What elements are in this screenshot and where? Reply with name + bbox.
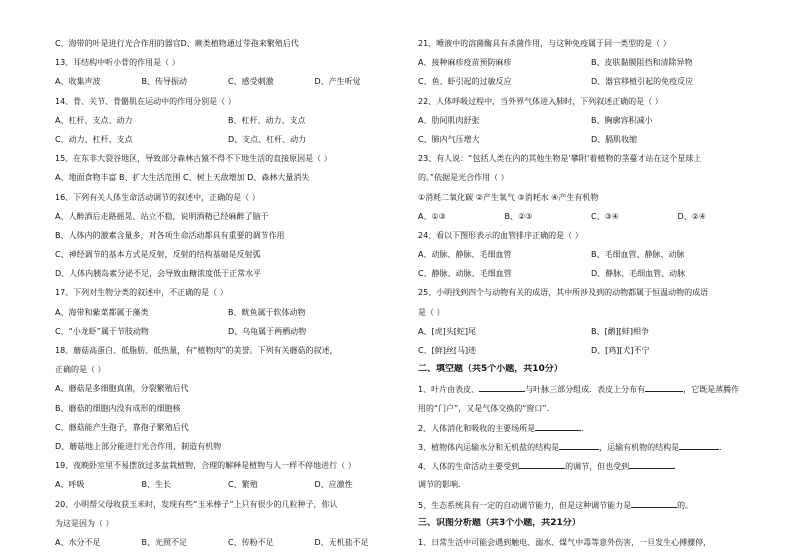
question-line: 调节的影响．	[418, 480, 466, 490]
answer-option: B、杠杆、动力、支点	[228, 115, 306, 125]
answer-blank[interactable]	[645, 383, 683, 392]
fill-blank-line	[418, 383, 764, 402]
question-line: 16、下列有关人体生命活动调节的叙述中，正确的是（ ）	[55, 192, 260, 202]
answer-option: A、水分不足	[55, 537, 101, 547]
option-row	[418, 57, 764, 76]
answer-option: A、动脉、静脉、毛细血管	[418, 250, 512, 260]
option-row	[418, 115, 764, 134]
option-row	[418, 268, 764, 287]
fill-blank-line	[418, 441, 764, 460]
question-line: 17、下列对生物分类的叙述中，不正确的是（ ）	[55, 288, 228, 298]
question-line: 19、夜晚卧室里不易摆放过多盆栽植物，合理的解释是植物与人一样不停地进行（ ）	[55, 461, 356, 471]
question-line: C、神经调节的基本方式是反射，反射的结构基础是反射弧	[55, 250, 261, 260]
answer-option: D、乌龟属于两栖动物	[228, 326, 307, 336]
answer-option: B、生长	[141, 480, 171, 490]
answer-option: A、接种麻疹疫苗预防麻疹	[418, 58, 512, 68]
answer-option: A、肋间肌肉舒张	[418, 115, 480, 125]
answer-option: B、[鹬][蚌]相争	[591, 326, 649, 336]
question-line: C、蘑菇能产生孢子，靠孢子繁殖后代	[55, 422, 189, 432]
answer-option	[315, 134, 402, 153]
question-line: 23、有人说：“包括人类在内的其他生物是‘攀附’着植物的茎蔓才站在这个星球上	[418, 154, 702, 164]
option-row	[55, 479, 401, 498]
option-row	[55, 76, 401, 95]
section-heading: 二、填空题（共5个小题，共10分）	[418, 364, 563, 375]
right-column	[418, 38, 764, 556]
question-line: 14、骨、关节、骨骼肌在运动中的作用分别是（ ）	[55, 96, 236, 106]
answer-option: C、传粉不足	[228, 537, 274, 547]
question-line: 的。”依据是光合作用（ ）	[418, 173, 509, 183]
fill-text: ，运输有机物的结构是	[599, 442, 680, 452]
answer-option: D、支点、杠杆、动力	[228, 134, 307, 144]
fill-text: 2、人体消化和吸收的主要场所是	[418, 423, 536, 433]
question-line: 21、唾液中的溶菌酶具有杀菌作用，与这种免疫属于同一类型的是（ ）	[418, 39, 671, 48]
question-line: D、人体内胰岛素分泌不足，会导致血糖浓度低于正常水平	[55, 269, 262, 279]
answer-option: C、③④	[591, 211, 619, 221]
answer-blank[interactable]	[559, 441, 599, 450]
answer-option: A、呼吸	[55, 480, 85, 490]
answer-option: A、收集声波	[55, 77, 101, 87]
answer-option: A、①③	[418, 211, 446, 221]
fill-text: 的。	[677, 500, 694, 510]
answer-option: C、动力、杠杆、支点	[55, 134, 133, 144]
question-line: B、蘑菇的细胞内没有成形的细胞核	[55, 403, 181, 413]
fill-text: ，它既是蒸腾作	[683, 385, 740, 395]
question-line: 正确的是（ ）	[55, 365, 106, 375]
answer-option: D、器官移植引起的免疫反应	[591, 77, 694, 87]
option-row	[55, 326, 401, 345]
option-row	[418, 211, 764, 230]
fill-text: .	[581, 423, 584, 433]
answer-option: D、应激性	[314, 480, 353, 490]
option-row	[55, 115, 401, 134]
fill-blank-line	[418, 499, 764, 518]
answer-blank[interactable]	[535, 422, 581, 431]
answer-option: C、感受刺激	[228, 77, 274, 87]
answer-option: D、无机盐不足	[314, 537, 369, 547]
fill-text: 4、人体的生命活动主要受到	[418, 462, 520, 472]
answer-option: B、鱿鱼属于软体动物	[228, 307, 306, 317]
question-line: 1、日常生活中可能会遇到触电、溺水、煤气中毒等意外伤害，一旦发生心搏骤停，	[418, 537, 712, 547]
answer-option: A、杠杆、支点、动力	[55, 115, 133, 125]
question-line: 13、耳结构中听小骨的作用是（ ）	[55, 58, 180, 68]
answer-option: C、繁殖	[228, 480, 258, 490]
answer-option: C、[鲜]丝[马]迹	[418, 346, 477, 355]
answer-blank[interactable]	[679, 441, 719, 450]
answer-option: B、皮肤黏膜阻挡和清除异物	[591, 58, 693, 68]
answer-option: D、膈肌收缩	[591, 134, 638, 144]
question-line: 24、看以下图形表示的血管排序正确的是（ ）	[418, 230, 583, 240]
fill-text: 与叶脉三部分组成．表皮上分布有	[525, 385, 646, 395]
option-row	[418, 134, 764, 153]
answer-option: B、胸廓容积减小	[591, 115, 653, 125]
answer-blank[interactable]	[631, 499, 677, 508]
question-line: ①消耗二氧化碳 ②产生氧气 ③消耗水 ④产生有机物	[418, 192, 599, 202]
question-line: 15、在东非大裂谷地区，导致部分森林古猿不得不下地生活的直接原因是（ ）	[55, 154, 332, 164]
answer-option: C、鱼、虾引起的过敏反应	[418, 77, 512, 87]
left-column	[55, 38, 401, 556]
question-line: C、海带的叶是进行光合作用的器官D、蕨类植物通过芽孢来繁殖后代	[55, 39, 299, 48]
answer-option	[315, 115, 402, 134]
question-line: D、蘑菇地上部分能进行光合作用，制造有机物	[55, 441, 222, 451]
answer-option: A、海带和紫菜都属于藻类	[55, 307, 149, 317]
question-line: 22、人体呼吸过程中，当外界气体进入肺时，下列叙述正确的是（ ）	[418, 96, 663, 106]
answer-option: B、光照不足	[141, 537, 187, 547]
question-line: 25、小明找到四个与动物有关的成语，其中所涉及到的动物都属于恒温动物的成语	[418, 288, 709, 298]
answer-option: D、[鸡][犬]不宁	[591, 346, 650, 355]
answer-blank[interactable]	[629, 460, 675, 469]
option-row	[418, 249, 764, 268]
answer-option: A、[虎]头[蛇]尾	[418, 326, 476, 336]
question-line: 是（ ）	[418, 307, 445, 317]
question-line: 用的“门户”，又是气体交换的“窗口”．	[418, 403, 555, 413]
answer-option: B、②③	[504, 211, 533, 221]
option-row	[418, 76, 764, 95]
question-line: A、地面食物丰富 B、扩大生活范围 C、树上天敌增加 D、森林大量消失	[55, 173, 310, 183]
answer-option	[142, 134, 229, 153]
question-line: 18、蘑菇高蛋白、低脂肪、低热量，有“植物肉”的美誉。下列有关蘑菇的叙述，	[55, 346, 338, 355]
question-line: A、蘑菇是多细胞真菌，分裂繁殖后代	[55, 384, 189, 394]
answer-option: D、②④	[677, 211, 707, 221]
fill-text: 3、植物体内运输水分和无机盐的结构是	[418, 442, 560, 452]
question-line: 20、小明帮父母收获玉米时，发现有些“玉米棒子”上只有很少的几粒种子，你认	[55, 499, 338, 509]
fill-text: 5、生态系统具有一定的自动调节能力，但是这种调节能力是	[418, 500, 632, 510]
answer-option: B、毛细血管、静脉、动脉	[591, 250, 685, 260]
fill-text: 1、叶片由表皮、	[418, 385, 480, 395]
answer-blank[interactable]	[479, 383, 525, 392]
section-heading: 三、识图分析题（共3个小题，共21分）	[418, 517, 581, 528]
option-row	[55, 307, 401, 326]
option-row	[418, 326, 764, 345]
answer-blank[interactable]	[519, 460, 565, 469]
option-row	[418, 345, 764, 364]
fill-text: 的调节，但也受到	[565, 462, 630, 472]
answer-option: B、传导振动	[141, 77, 187, 87]
fill-blank-line	[418, 422, 764, 441]
answer-option: C、“小龙虾”属于节肢动物	[55, 326, 149, 336]
question-line: A、人醉酒后走路摇晃、站立不稳，说明酒精已经麻醉了脑干	[55, 211, 269, 221]
option-row	[55, 134, 401, 153]
answer-option: D、静脉、毛细血管、动脉	[591, 269, 686, 279]
fill-blank-line	[418, 460, 764, 479]
answer-option	[142, 115, 229, 134]
fill-text: .	[719, 442, 722, 452]
question-line: 为这是因为（ ）	[55, 518, 114, 528]
question-line: B、人体内的激素含量多，对各项生命活动都具有重要的调节作用	[55, 230, 285, 240]
answer-option: C、静脉、动脉、毛细血管	[418, 269, 512, 279]
answer-option: C、肺内气压增大	[418, 134, 480, 144]
answer-option: D、产生听觉	[314, 77, 361, 87]
option-row	[55, 537, 401, 556]
